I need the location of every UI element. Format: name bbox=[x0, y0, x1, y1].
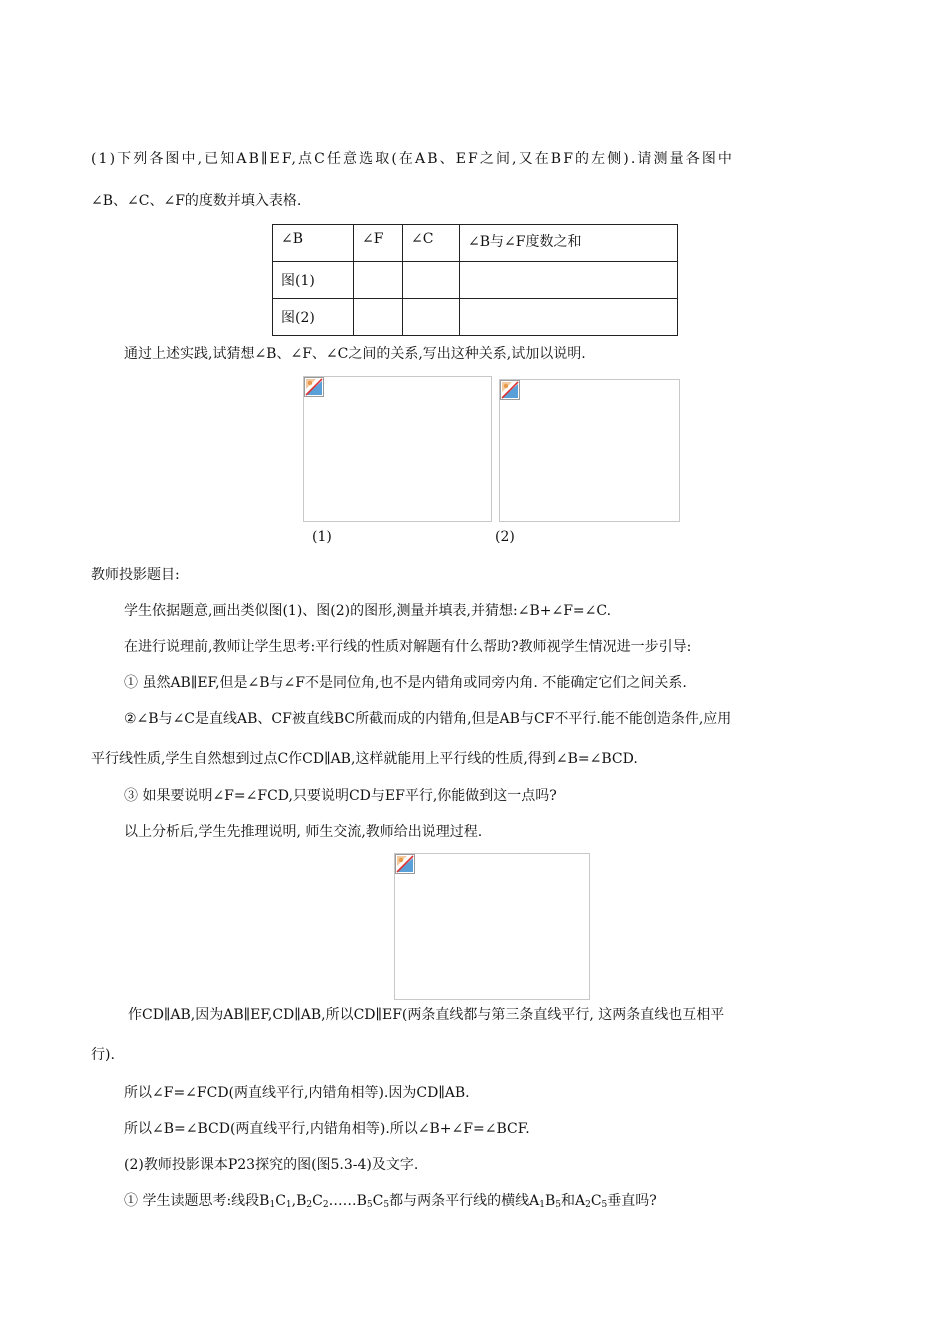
subscript: 5 bbox=[383, 1200, 390, 1210]
text-run: ……B bbox=[328, 1193, 367, 1209]
text-run: C bbox=[590, 1193, 602, 1209]
subscript: 1 bbox=[539, 1200, 545, 1210]
paragraph: 所以∠B=∠BCD(两直线平行,内错角相等).所以∠B+∠F=∠BCF. bbox=[124, 1121, 530, 1137]
paragraph: (2)教师投影课本P23探究的图(图5.3-4)及文字. bbox=[124, 1157, 419, 1173]
paragraph: 以上分析后,学生先推理说明, 师生交流,教师给出说理过程. bbox=[124, 824, 483, 840]
table-cell bbox=[354, 262, 403, 299]
subscript: 1 bbox=[269, 1200, 276, 1210]
subscript: 2 bbox=[306, 1200, 313, 1210]
figure-2-caption: (2) bbox=[495, 529, 515, 545]
table-cell bbox=[354, 299, 403, 336]
text-run: ,B bbox=[291, 1193, 307, 1209]
table-cell bbox=[403, 262, 460, 299]
table-cell: 图(2) bbox=[273, 299, 354, 336]
guess-line: 通过上述实践,试猜想∠B、∠F、∠C之间的关系,写出这种关系,试加以说明. bbox=[124, 346, 586, 362]
figure-2-placeholder bbox=[499, 379, 680, 522]
paragraph bbox=[124, 1192, 657, 1214]
text-run: C bbox=[372, 1193, 384, 1209]
table-cell bbox=[403, 299, 460, 336]
subscript: 5 bbox=[601, 1200, 608, 1210]
paragraph: ① 虽然AB∥EF,但是∠B与∠F不是同位角,也不是内错角或同旁内角. 不能确定它们之间关系. bbox=[124, 675, 687, 691]
text-run: 和A bbox=[560, 1193, 586, 1209]
subscript: 5 bbox=[366, 1200, 373, 1210]
paragraph: 教师投影题目: bbox=[91, 567, 180, 583]
measurement-table bbox=[272, 224, 678, 336]
broken-image-icon bbox=[500, 380, 520, 400]
subscript: 1 bbox=[285, 1200, 292, 1210]
table-header-cell: ∠C bbox=[403, 225, 460, 262]
figure-1-placeholder bbox=[303, 376, 492, 522]
intro-line-2: ∠B、∠C、∠F的度数并填入表格. bbox=[91, 193, 302, 209]
table-row bbox=[273, 262, 678, 299]
subscript: 5 bbox=[555, 1200, 561, 1210]
broken-image-icon bbox=[304, 377, 324, 397]
table-header-cell: ∠F bbox=[354, 225, 403, 262]
paragraph: 所以∠F=∠FCD(两直线平行,内错角相等).因为CD∥AB. bbox=[124, 1085, 470, 1101]
text-run: ① 学生读题思考:线段B bbox=[124, 1193, 270, 1209]
text-run: C bbox=[312, 1193, 323, 1209]
table-cell bbox=[460, 299, 678, 336]
figure-3-placeholder bbox=[394, 853, 590, 1000]
paragraph: ③ 如果要说明∠F=∠FCD,只要说明CD与EF平行,你能做到这一点吗? bbox=[124, 788, 557, 804]
figure-1-caption: (1) bbox=[312, 529, 332, 545]
intro-line-1: (1)下列各图中,已知AB∥EF,点C任意选取(在AB、EF之间,又在BF的左侧).请测量各图中 bbox=[91, 151, 735, 167]
paragraph: 行). bbox=[91, 1047, 115, 1063]
text-run: 都与两条平行线的横线A bbox=[389, 1193, 540, 1209]
text-run: 垂直吗? bbox=[607, 1193, 657, 1209]
text-run: C bbox=[275, 1193, 286, 1209]
paragraph: ②∠B与∠C是直线AB、CF被直线BC所截而成的内错角,但是AB与CF不平行.能不能创造条件,应用 bbox=[124, 711, 732, 727]
table-header-cell: ∠B与∠F度数之和 bbox=[460, 225, 678, 262]
table-header-row bbox=[273, 225, 678, 262]
subscript: 2 bbox=[585, 1200, 591, 1210]
broken-image-icon bbox=[395, 854, 415, 874]
table-cell bbox=[460, 262, 678, 299]
paragraph: 在进行说理前,教师让学生思考:平行线的性质对解题有什么帮助?教师视学生情况进一步引导: bbox=[124, 639, 692, 655]
table-row bbox=[273, 299, 678, 336]
paragraph: 作CD∥AB,因为AB∥EF,CD∥AB,所以CD∥EF(两条直线都与第三条直线平行, 这两条直线也互相平 bbox=[128, 1007, 725, 1023]
table-cell: 图(1) bbox=[273, 262, 354, 299]
paragraph: 平行线性质,学生自然想到过点C作CD∥AB,这样就能用上平行线的性质,得到∠B=∠BCD. bbox=[91, 751, 638, 767]
paragraph: 学生依据题意,画出类似图(1)、图(2)的图形,测量并填表,并猜想:∠B+∠F=∠C. bbox=[124, 603, 612, 619]
subscript: 2 bbox=[322, 1200, 329, 1210]
text-run: B bbox=[544, 1193, 556, 1209]
table-header-cell: ∠B bbox=[273, 225, 354, 262]
